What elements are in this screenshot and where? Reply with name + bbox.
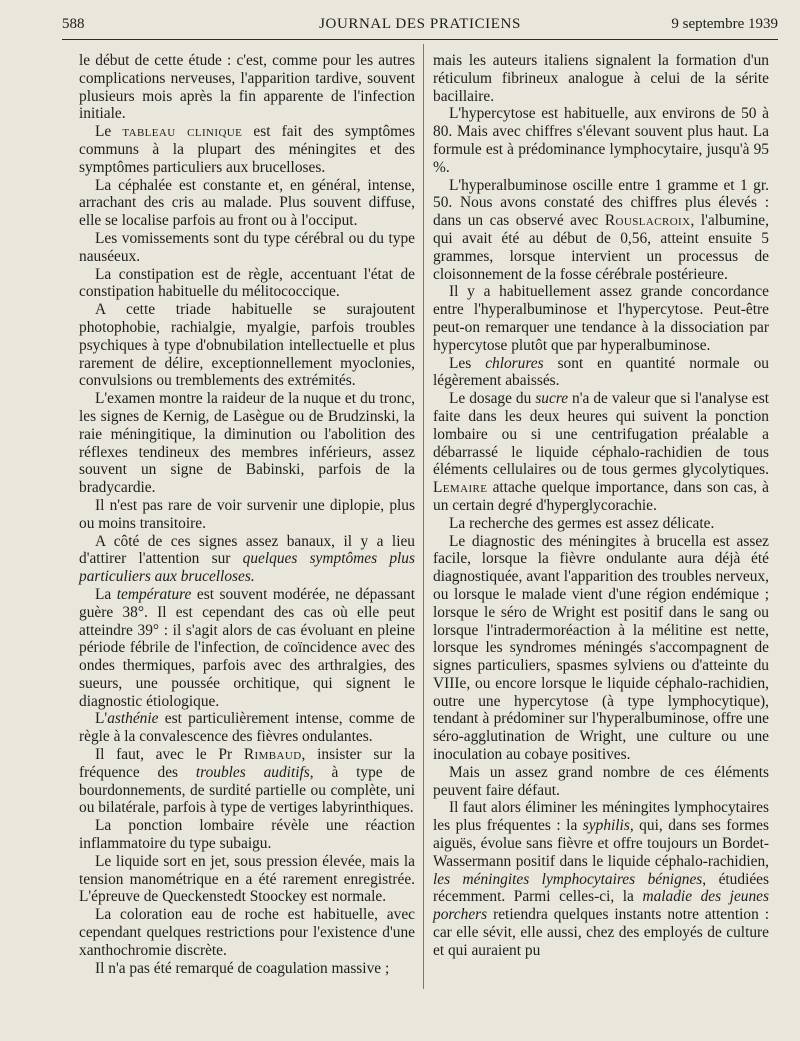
text-run: Les xyxy=(449,354,486,372)
paragraph xyxy=(79,230,415,266)
small-caps-name: tableau clinique xyxy=(122,123,243,141)
text-run: Le dosage du xyxy=(449,390,536,408)
small-caps-name: Rouslacroix xyxy=(604,212,691,230)
text-run: est particulièrement intense, comme de règle à la convalescence des fièvres ondulantes. xyxy=(79,710,415,746)
text-run: mais les auteurs italiens signalent la formation d'un réticulum fibrineux analogue à celui de la sérite bacillaire. xyxy=(433,52,769,105)
text-run: , à type de bourdonnements, de surdité partielle ou complète, uni ou bilatérale, parfois à type de vertiges labyrinthiques. xyxy=(79,763,416,817)
paragraph xyxy=(433,105,769,176)
small-caps-name: Rimbaud xyxy=(243,746,302,764)
paragraph xyxy=(79,746,415,817)
paragraph xyxy=(433,52,769,105)
italic-text: température xyxy=(116,585,192,603)
text-run: A côté de ces signes assez banaux, il y a lieu d'attirer l'attention sur xyxy=(79,532,415,568)
italic-text: asthénie xyxy=(107,710,159,728)
paragraph xyxy=(79,177,415,230)
text-run: Il y a habituellement assez grande concordance entre l'hyperalbuminose et l'hypercytose. Peut-être peut-on remarquer une tendance à la dissociation par hypercytose plutôt que par hyperalbuminose. xyxy=(433,283,769,354)
paragraph xyxy=(79,710,415,746)
italic-text: syphilis xyxy=(582,817,630,835)
paragraph xyxy=(79,390,415,497)
paragraph xyxy=(79,960,415,978)
paragraph xyxy=(433,283,769,354)
text-run: sont en quantité normale ou légèrement abaissés. xyxy=(433,354,769,390)
left-column xyxy=(79,52,415,977)
paragraph xyxy=(79,301,415,390)
text-run: Le diagnostic des méningites à brucella est assez facile, lorsque la fièvre ondulante aura déjà été diagnostiquée, avant l'apparition des troubles nerveux, ou lorsque le malade vient d'une région endémique ; lorsque le séro de Wright est positif dans le sang ou lorsque l'intradermoréaction à la mélitine est nette, lorsque les syndromes méningés s'accompagnent de signes particuliers, spasmes sylviens ou d'atteinte du VIIIe, ou encore lorsque le liquide céphalo-rachidien, outre une hypercytose (à type lymphocytique), tendant à prédominer sur l'hyperalbuminose, offre une séro-agglutination de Wright, une culture ou une inoculation au cobaye positives. xyxy=(433,532,769,764)
text-run: le début de cette étude : c'est, comme pour les autres complications nerveuses, l'apparition tardive, souvent plusieurs mois après la fin apparente de l'infection initiale. xyxy=(79,52,415,123)
page-number: 588 xyxy=(62,16,85,32)
text-run: Il n'a pas été remarqué de coagulation massive ; xyxy=(95,959,390,977)
text-run: L'hypercytose est habituelle, aux environs de 50 à 80. Mais avec chiffres s'élevant souvent plus haut. La formule est à prédominance lymphocytaire, jusqu'à 95 %. xyxy=(433,105,769,176)
text-run: , étudiées récemment. Parmi celles-ci, la xyxy=(433,870,769,906)
header-rule xyxy=(62,39,778,40)
paragraph xyxy=(433,799,769,959)
text-run: La constipation est de règle, accentuant l'état de constipation habituelle du mélitococcique. xyxy=(79,265,415,301)
italic-text: chlorures xyxy=(485,354,544,372)
italic-text: troubles auditifs xyxy=(195,763,310,781)
paragraph xyxy=(433,515,769,533)
paragraph xyxy=(79,266,415,302)
text-run: est souvent modérée, ne dépassant guère 38°. Il est cependant des cas où elle peut atteindre 39° : il s'agit alors de cas évoluant en pleine période fébrile de l'infection, de coïncidence avec des ondes thermiques, parfois avec des arthralgies, des sueurs, une poussée orchitique, qui signent le diagnostic étiologique. xyxy=(79,585,415,710)
text-run: Le xyxy=(95,123,123,141)
text-run: , l'albumine, qui avait été au début de 0,56, atteint ensuite 5 grammes, lorsque intervient un processus de cloisonnement de la fosse cérébrale postérieure. xyxy=(433,212,769,283)
text-run: Il n'est pas rare de voir survenir une diplopie, plus ou moins transitoire. xyxy=(79,496,415,532)
paragraph xyxy=(433,177,769,284)
right-column xyxy=(433,52,769,960)
paragraph xyxy=(79,52,415,123)
paragraph xyxy=(433,764,769,800)
journal-title: JOURNAL DES PRATICIENS xyxy=(319,16,521,32)
issue-date: 9 septembre 1939 xyxy=(671,16,778,32)
text-run: Il faut alors éliminer les méningites lymphocytaires les plus fréquentes : la xyxy=(433,799,769,835)
paragraph xyxy=(433,390,769,515)
paragraph xyxy=(79,586,415,711)
small-caps-name: Lemaire xyxy=(433,479,488,497)
running-header xyxy=(62,14,778,36)
italic-text: les méningites lymphocytaires bénignes xyxy=(433,870,703,888)
text-run: n'a de valeur que si l'analyse est faite dans les deux heures qui suivent la ponction lombaire ou si une centrifugation préalable a débarrassé le liquide céphalo-rachidien de tous éléments cellulaires ou de tous germes glycolytiques. xyxy=(433,390,770,479)
column-divider xyxy=(423,44,424,989)
text-run: A cette triade habituelle se surajoutent photophobie, rachialgie, myalgie, parfois troubles psychiques à type d'obnubilation intellectuelle et plus rarement de délire, exceptionnellement myoclonies, convulsions ou tremblements des extrémités. xyxy=(79,301,415,390)
text-run: La recherche des germes est assez délicate. xyxy=(449,514,715,532)
paragraph xyxy=(79,817,415,853)
text-run: , insister sur la fréquence des xyxy=(79,746,415,781)
text-run: L'hyperalbuminose oscille entre 1 gramme et 1 gr. 50. Nous avons constaté des chiffres plus élevés : dans un cas observé avec xyxy=(433,176,769,230)
text-run: La céphalée est constante et, en général, intense, arrachant des cris au malade. Plus souvent diffuse, elle se localise parfois au front ou à l'occiput. xyxy=(79,176,415,230)
paragraph xyxy=(433,533,769,764)
paragraph xyxy=(79,533,415,586)
text-run: L' xyxy=(95,710,108,728)
text-run: La ponction lombaire révèle une réaction inflammatoire du type subaigu. xyxy=(79,817,415,853)
italic-text: quelques symptômes plus particuliers aux brucelloses. xyxy=(79,550,415,586)
italic-text: maladie des jeunes porchers xyxy=(433,888,769,924)
paragraph xyxy=(433,355,769,391)
text-run: , qui, dans ses formes aiguës, évolue sans fièvre et offre toujours un Bordet-Wassermann positif dans le liquide céphalo-rachidien, xyxy=(433,817,769,870)
text-run: retiendra quelques instants notre attention : car elle sévit, elle aussi, chez des employés de culture et qui auraient pu xyxy=(433,906,769,959)
italic-text: sucre xyxy=(535,390,569,408)
text-run: Il faut, avec le Pr xyxy=(95,746,244,764)
text-run: La xyxy=(95,585,117,603)
text-run: Le liquide sort en jet, sous pression élevée, mais la tension manométrique en a été rarement enregistrée. L'épreuve de Queckenstedt Stoockey est normale. xyxy=(79,852,415,906)
text-run: est fait des symptômes communs à la plupart des méningites et des symptômes particuliers aux brucelloses. xyxy=(79,123,415,176)
paragraph xyxy=(79,906,415,959)
text-run: Les vomissements sont du type cérébral ou du type nauséeux. xyxy=(79,229,415,265)
paragraph xyxy=(79,123,415,176)
text-run: La coloration eau de roche est habituelle, avec cependant quelques restrictions pour l'existence d'une xanthochromie discrète. xyxy=(79,906,415,959)
text-run: L'examen montre la raideur de la nuque et du tronc, les signes de Kernig, de Lasègue ou de Brudzinski, la raie méningitique, la diminution ou l'abolition des réflexes tendineux des membres inférieurs, assez souvent un signe de Babinski, parfois de la bradycardie. xyxy=(79,390,415,497)
text-run: Mais un assez grand nombre de ces éléments peuvent faire défaut. xyxy=(433,763,769,799)
paragraph xyxy=(79,853,415,906)
text-run: attache quelque importance, dans son cas, à un certain degré d'hyperglycorachie. xyxy=(433,479,769,514)
paragraph xyxy=(79,497,415,533)
